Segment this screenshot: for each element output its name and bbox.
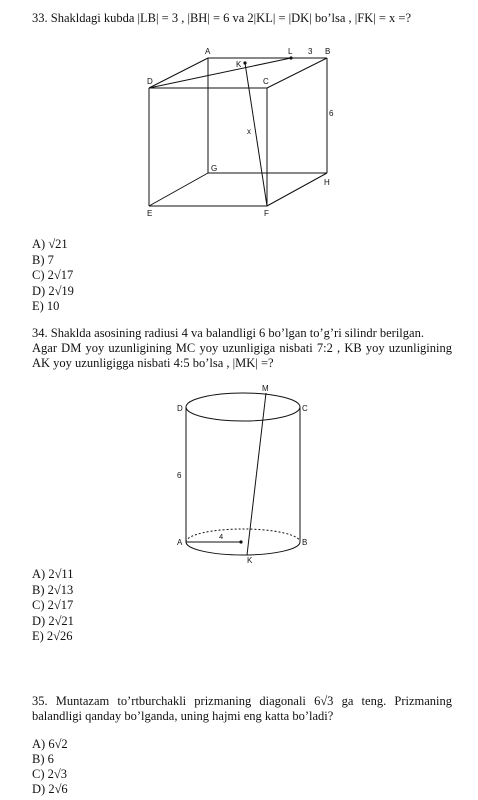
label-x: x — [247, 127, 251, 136]
label-G: G — [211, 164, 218, 173]
label-M: M — [262, 384, 269, 393]
q33-option-e[interactable]: E) 10 — [32, 299, 60, 313]
q34-option-a[interactable]: A) 2√11 — [32, 567, 74, 581]
q34-option-b[interactable]: B) 2√13 — [32, 583, 74, 597]
label-L: L — [288, 47, 293, 56]
cylinder-bottom-back-arc — [186, 529, 300, 542]
edge-HF — [267, 173, 327, 206]
q33-option-a[interactable]: A) √21 — [32, 237, 68, 251]
label-A: A — [177, 538, 183, 547]
label-B: B — [325, 47, 331, 56]
label-K: K — [247, 556, 253, 565]
q34-option-c[interactable]: C) 2√17 — [32, 598, 74, 612]
q33-option-d[interactable]: D) 2√19 — [32, 284, 74, 298]
label-C: C — [302, 404, 308, 413]
q35-option-c[interactable]: C) 2√3 — [32, 767, 67, 781]
segment-DL — [149, 58, 291, 88]
edge-DA — [149, 58, 208, 88]
cylinder-bottom-front-arc — [186, 542, 300, 555]
q33-option-b[interactable]: B) 7 — [32, 253, 54, 267]
label-4: 4 — [219, 532, 224, 541]
q34-option-e[interactable]: E) 2√26 — [32, 629, 73, 643]
q33-option-c[interactable]: C) 2√17 — [32, 268, 74, 282]
q35-option-a[interactable]: A) 6√2 — [32, 737, 68, 751]
label-A: A — [205, 47, 211, 56]
q34-stem-rest: Agar DM yoy uzunligining MC yoy uzunligiga nisbati 7:2 , KB yoy uzunligining AK yoy uzunligigga nisbati 4:5 bo’lsa , |MK| =? — [32, 341, 452, 370]
label-B: B — [302, 538, 308, 547]
label-H: H — [324, 178, 330, 187]
segment-MK — [247, 393, 266, 555]
label-E: E — [147, 209, 153, 218]
label-K: K — [236, 60, 242, 69]
edge-GE — [149, 173, 208, 206]
label-3: 3 — [308, 47, 313, 56]
label-6: 6 — [177, 471, 182, 480]
edge-BC — [267, 58, 327, 88]
q34-option-d[interactable]: D) 2√21 — [32, 614, 74, 628]
q35-option-b[interactable]: B) 6 — [32, 752, 54, 766]
q35-option-d[interactable]: D) 2√6 — [32, 782, 68, 796]
cylinder-top-ellipse — [186, 393, 300, 421]
point-K — [243, 61, 246, 64]
label-D: D — [147, 77, 153, 86]
label-C: C — [263, 77, 269, 86]
q33-stem: 33. Shakldagi kubda |LB| = 3 , |BH| = 6 va 2|KL| = |DK| bo’lsa , |FK| = x =? — [32, 11, 411, 25]
q34-stem-line1: 34. Shaklda asosining radiusi 4 va balandligi 6 bo’lgan to’g’ri silindr berilgan. — [32, 326, 424, 340]
center-point — [239, 540, 242, 543]
label-D: D — [177, 404, 183, 413]
label-6: 6 — [329, 109, 334, 118]
label-F: F — [264, 209, 269, 218]
q35-stem: 35. Muntazam to’rtburchakli prizmaning diagonali 6√3 ga teng. Prizmaning balandligi qanday bo’lganda, uning hajmi eng katta bo’ladi? — [32, 694, 452, 723]
point-L — [289, 56, 292, 59]
